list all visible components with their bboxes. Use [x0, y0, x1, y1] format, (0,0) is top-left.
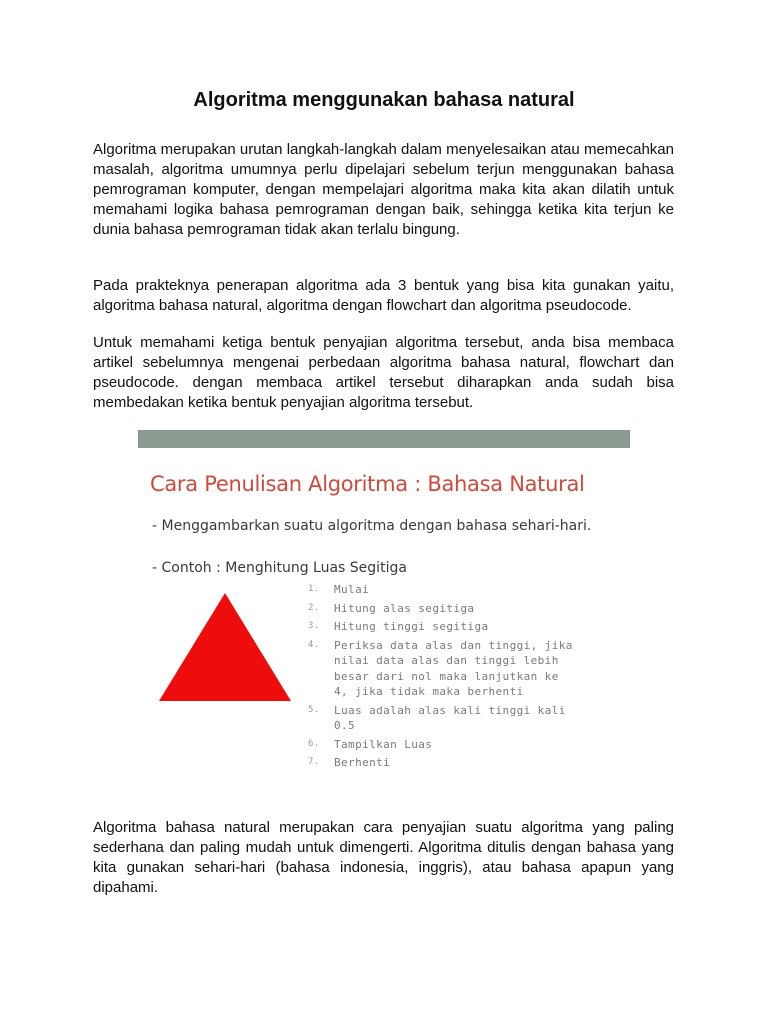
slide-bullet-definition: - Menggambarkan suatu algoritma dengan bahasa sehari-hari.	[152, 518, 592, 534]
step-item	[308, 638, 624, 700]
step-text: Tampilkan Luas	[334, 737, 433, 751]
step-number: 3.	[308, 621, 320, 631]
step-number: 1.	[308, 584, 320, 594]
step-item	[308, 703, 624, 734]
step-text: Hitung tinggi segitiga	[334, 620, 489, 633]
paragraph-natural-language: Algoritma bahasa natural merupakan cara penyajian suatu algoritma yang paling sederhana dan paling mudah untuk dimengerti. Algoritma ditulis dengan bahasa yang kita gunakan sehari-hari (bahasa indonesia, inggris), atau bahasa apapun yang dipahami.	[93, 819, 674, 896]
step-item	[308, 601, 624, 617]
slide-bullet-example: - Contoh : Menghitung Luas Segitiga	[152, 560, 407, 576]
step-number: 5.	[308, 704, 320, 715]
slide-title: Cara Penulisan Algoritma : Bahasa Natural	[150, 472, 585, 496]
step-number: 4.	[308, 639, 320, 650]
step-text: Luas adalah alas kali tinggi kali 0.5	[334, 703, 566, 732]
step-text: Mulai	[334, 583, 370, 596]
paragraph-previous-article: Untuk memahami ketiga bentuk penyajian algoritma tersebut, anda bisa membaca artikel sebelumnya mengenai perbedaan algoritma bahasa natural, flowchart dan pseudocode. dengan membaca artikel tersebut diharapkan anda sudah bisa membedakan ketika bentuk penyajian algoritma tersebut.	[93, 334, 674, 411]
slide-top-bar	[138, 430, 630, 448]
step-text: Periksa data alas dan tinggi, jika nilai data alas dan tinggi lebih besar dari nol maka lanjutkan ke 4, jika tidak maka berhenti	[334, 638, 573, 698]
page-title: Algoritma menggunakan bahasa natural	[193, 89, 575, 111]
red-triangle-icon	[159, 593, 291, 701]
step-item	[308, 755, 624, 771]
step-item	[308, 619, 624, 635]
step-item	[308, 737, 624, 753]
slide-image	[138, 430, 630, 790]
step-number: 2.	[308, 602, 320, 613]
algorithm-steps-list	[308, 582, 624, 774]
paragraph-forms: Pada prakteknya penerapan algoritma ada 3 bentuk yang bisa kita gunakan yaitu, algoritma bahasa natural, algoritma dengan flowchart dan algoritma pseudocode.	[93, 277, 674, 314]
paragraph-intro: Algoritma merupakan urutan langkah-langkah dalam menyelesaikan atau memecahkan masalah, algoritma umumnya perlu dipelajari sebelum terjun menggunakan bahasa pemrograman komputer, dengan mempelajari algoritma maka kita akan dilatih untuk memahami logika bahasa pemrograman dengan baik, sehingga ketika kita terjun ke dunia bahasa pemrograman tidak akan terlalu bingung.	[93, 141, 674, 238]
step-item	[308, 582, 624, 598]
step-number: 7.	[308, 757, 320, 767]
step-text: Hitung alas segitiga	[334, 601, 475, 615]
step-number: 6.	[308, 738, 320, 749]
step-text: Berhenti	[334, 756, 391, 769]
